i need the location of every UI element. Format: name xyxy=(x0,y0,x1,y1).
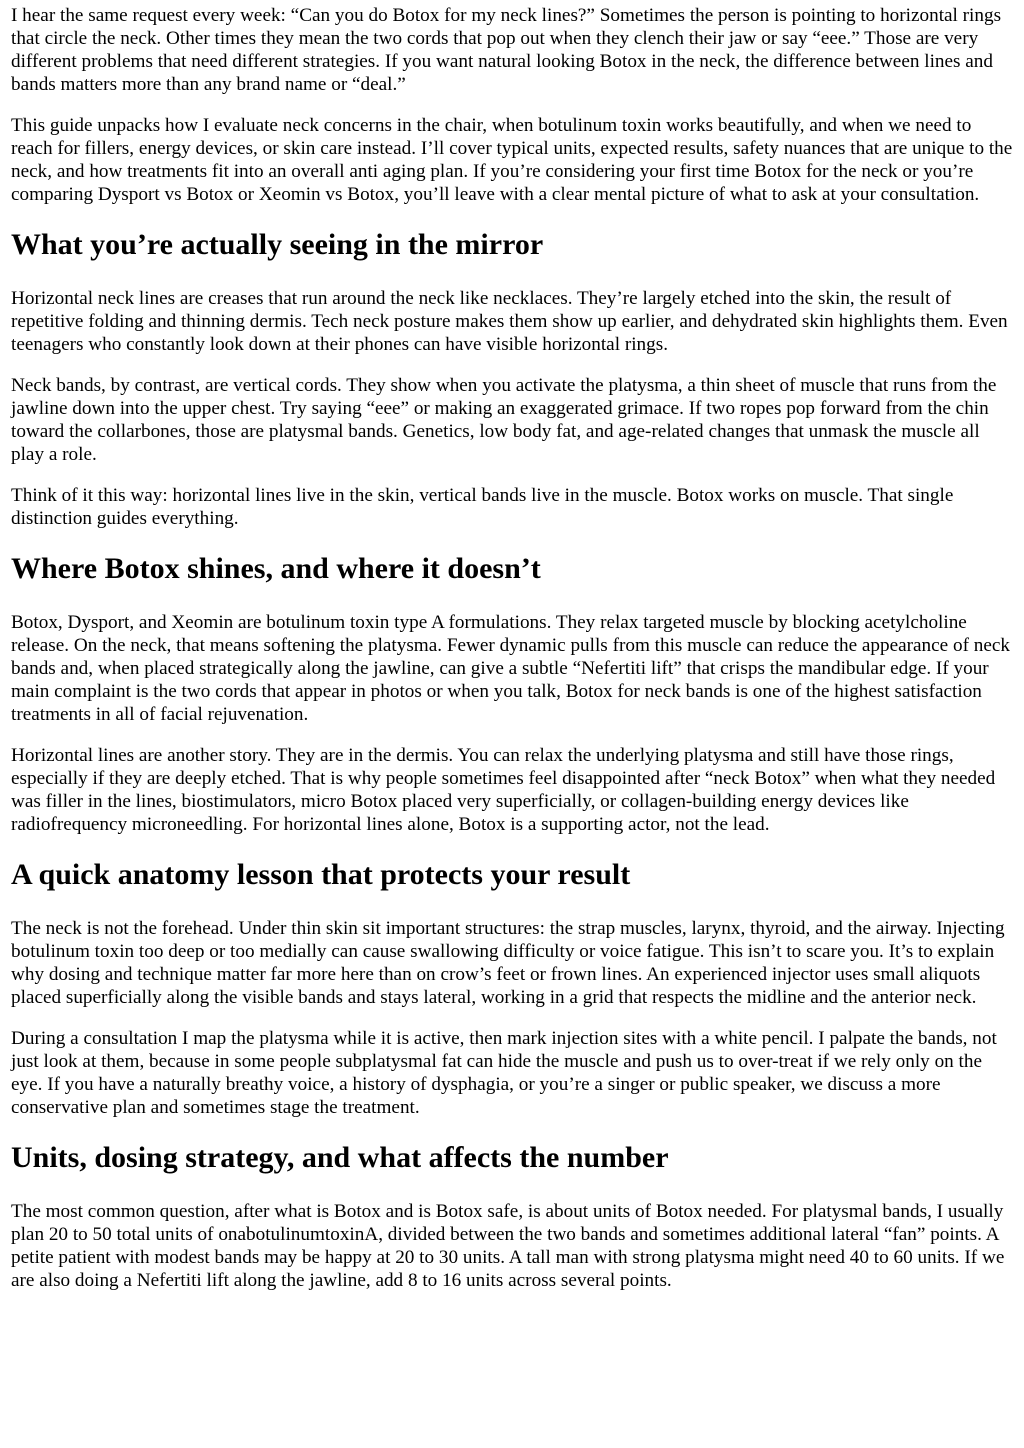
paragraph: Think of it this way: horizontal lines live in the skin, vertical bands live in the muscle. Botox works on muscle. That single distinction guides everything. xyxy=(11,485,954,529)
paragraph: This guide unpacks how I evaluate neck concerns in the chair, when botulinum toxin works beautifully, and when we need to reach for fillers, energy devices, or skin care instead. I’ll cover typical units, expected results, safety nuances that are unique to the neck, and how treatments fit into an overall anti aging plan. If you’re considering your first time Botox for the neck or you’re comparing Dysport vs Botox or Xeomin vs Botox, you’ll leave with a clear mental picture of what to ask at your consultation. xyxy=(11,115,1013,205)
section-heading: Units, dosing strategy, and what affects the number xyxy=(11,1141,669,1174)
paragraph: Neck bands, by contrast, are vertical cords. They show when you activate the platysma, a thin sheet of muscle that runs from the jawline down into the upper chest. Try saying “eee” or making an exaggerated grimace. If two ropes pop forward from the chin toward the collarbones, those are platysmal bands. Genetics, low body fat, and age-related changes that unmask the muscle all play a role. xyxy=(11,375,997,465)
paragraph: Horizontal lines are another story. They are in the dermis. You can relax the underlying platysma and still have those rings, especially if they are deeply etched. That is why people sometimes feel disappointed after “neck Botox” when what they needed was filler in the lines, biostimulators, micro Botox placed very superficially, or collagen-building energy devices like radiofrequency microneedling. For horizontal lines alone, Botox is a supporting actor, not the lead. xyxy=(11,745,996,835)
section-heading: What you’re actually seeing in the mirror xyxy=(11,228,544,261)
paragraph: Horizontal neck lines are creases that run around the neck like necklaces. They’re largely etched into the skin, the result of repetitive folding and thinning dermis. Tech neck posture makes them show up earlier, and dehydrated skin highlights them. Even teenagers who constantly look down at their phones can have visible horizontal rings. xyxy=(11,288,1008,355)
paragraph: The most common question, after what is Botox and is Botox safe, is about units of Botox needed. For platysmal bands, I usually plan 20 to 50 total units of onabotulinumtoxinA, divided between the two bands and sometimes additional lateral “fan” points. A petite patient with modest bands may be happy at 20 to 30 units. A tall man with strong platysma might need 40 to 60 units. If we are also doing a Nefertiti lift along the jawline, add 8 to 16 units across several points. xyxy=(11,1201,1005,1291)
paragraph: I hear the same request every week: “Can you do Botox for my neck lines?” Sometimes the person is pointing to horizontal rings that circle the neck. Other times they mean the two cords that pop out when they clench their jaw or say “eee.” Those are very different problems that need different strategies. If you want natural looking Botox in the neck, the difference between lines and bands matters more than any brand name or “deal.” xyxy=(11,5,1002,95)
paragraph: The neck is not the forehead. Under thin skin sit important structures: the strap muscles, larynx, thyroid, and the airway. Injecting botulinum toxin too deep or too medially can cause swallowing difficulty or voice fatigue. This isn’t to scare you. It’s to explain why dosing and technique matter far more here than on crow’s feet or frown lines. An experienced injector uses small aliquots placed superficially along the visible bands and stays lateral, working in a grid that respects the midline and the anterior neck. xyxy=(11,918,1005,1008)
paragraph: Botox, Dysport, and Xeomin are botulinum toxin type A formulations. They relax targeted muscle by blocking acetylcholine release. On the neck, that means softening the platysma. Fewer dynamic pulls from this muscle can reduce the appearance of neck bands and, when placed strategically along the jawline, can give a subtle “Nefertiti lift” that crisps the mandibular edge. If your main complaint is the two cords that appear in photos or when you talk, Botox for neck bands is one of the highest satisfaction treatments in all of facial rejuvenation. xyxy=(11,612,1010,725)
paragraph: During a consultation I map the platysma while it is active, then mark injection sites with a white pencil. I palpate the bands, not just look at them, because in some people subplatysmal fat can hide the muscle and push us to over-treat if we rely only on the eye. If you have a naturally breathy voice, a history of dysphagia, or you’re a singer or public speaker, we discuss a more conservative plan and sometimes stage the treatment. xyxy=(11,1028,997,1118)
section-heading: A quick anatomy lesson that protects your result xyxy=(11,858,631,891)
section-heading: Where Botox shines, and where it doesn’t xyxy=(11,552,541,585)
